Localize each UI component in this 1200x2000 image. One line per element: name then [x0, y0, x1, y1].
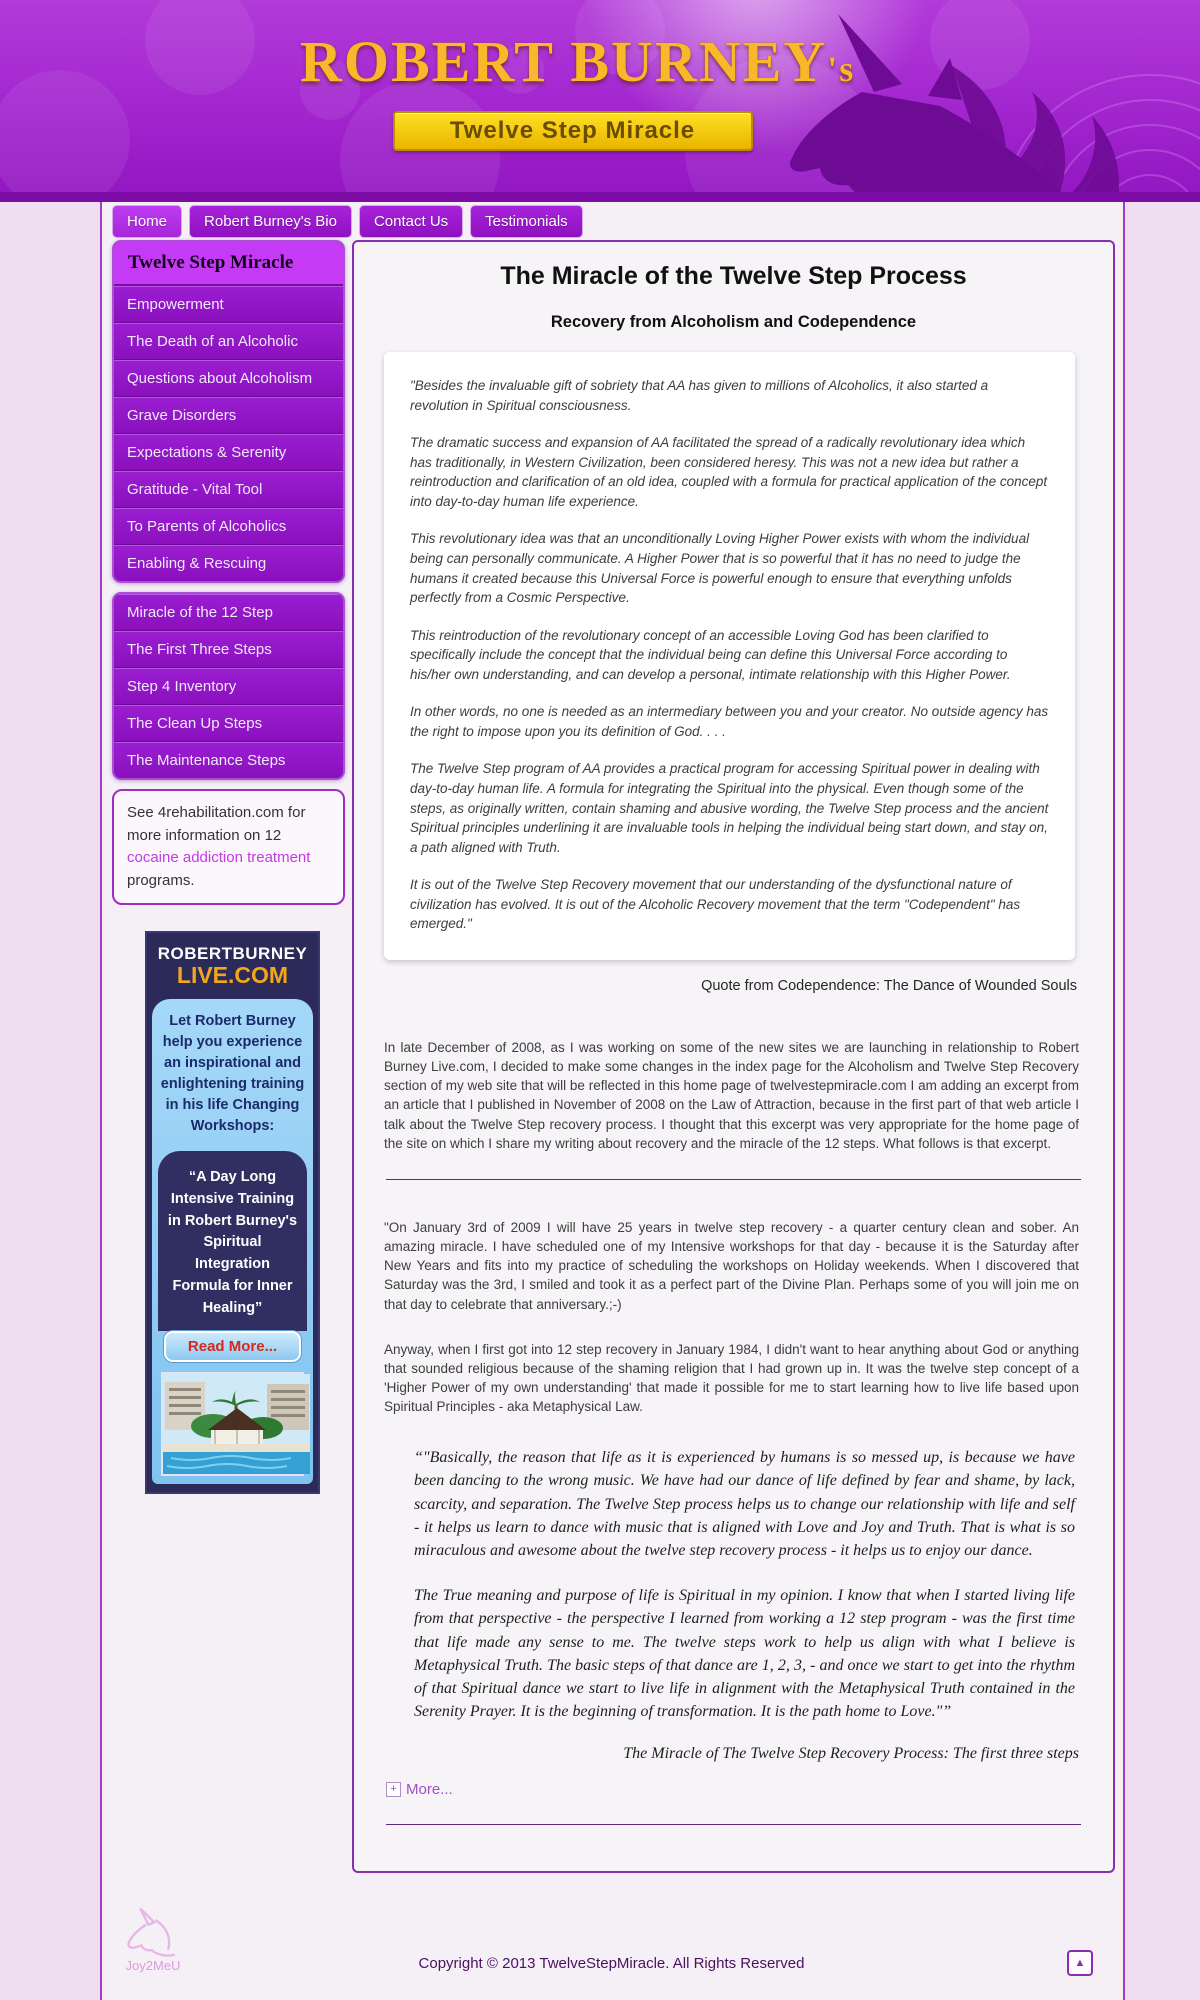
page-subtitle: Recovery from Alcoholism and Codependence — [550, 313, 917, 331]
quote-paragraph: It is out of the Twelve Step Recovery movement that our understanding of the dysfunctional nature of civilization has evolved. It is out of the Alcoholic Recovery movement that the term "Codependent" has emerged." — [410, 877, 1021, 932]
quote-attribution: Quote from Codependence: The Dance of Wounded Souls — [701, 977, 1077, 994]
nav-item-home[interactable]: Home — [112, 205, 182, 238]
sidebar-item-gratitude[interactable]: Gratitude - Vital Tool — [114, 471, 343, 508]
rehab-treatment-link[interactable]: cocaine addiction treatment — [127, 849, 311, 866]
quote-paragraph: This revolutionary idea was that an unconditionally Loving Higher Power exists with whom the individual being can personally communicate. A Higher Power that is so powerful that it has no need to judge the humans it created because this Universal Force is powerful enough to ensure that everything unfolds perfectly from a Cosmic Perspective. — [410, 531, 1030, 606]
ad-brand-line2: LIVE.COM — [176, 962, 289, 988]
dance-quote-paragraph: “"Basically, the reason that life as it is experienced by humans is so messed up, is because we have been dancing to the wrong music. We have had our dance of life defined by fear and shame, by lack, scarcity, and separation. The Twelve Step process helps us to change our relationship with life and self - it helps us learn to dance with music that is aligned with Love and Joy and Truth. That is what is so miraculous and awesome about the twelve step recovery process - it helps us to enjoy our dance. — [414, 1449, 1075, 1560]
header-title-block — [300, 28, 856, 151]
quote-paragraph: The Twelve Step program of AA provides a practical program for accessing Spiritual power in dealing with day-to-day human life. A formula for integrating the Spiritual into the physical. Even though some of the steps, as originally written, contain shaming and abusive wording, the Twelve Step process and the ancient Spiritual principles underlining it are invaluable tools in helping the individual being start down, and stay on, a path aligned with Truth. — [410, 761, 1049, 855]
site-title-suffix: 's — [827, 49, 856, 89]
sidebar-item-death-of-alcoholic[interactable]: The Death of an Alcoholic — [114, 323, 343, 360]
ad-panel — [152, 999, 313, 1484]
sidebar-item-empowerment[interactable]: Empowerment — [114, 286, 343, 323]
dance-quote — [414, 1446, 1075, 1723]
expand-plus-icon[interactable]: + — [386, 1782, 401, 1797]
sidebar-menu-secondary — [112, 592, 345, 780]
scroll-top-icon: ▲ — [1074, 1957, 1086, 1969]
sidebar-item-questions-alcoholism[interactable]: Questions about Alcoholism — [114, 360, 343, 397]
more-link[interactable]: More... — [406, 1781, 453, 1799]
paragraph-2009: "On January 3rd of 2009 I will have 25 years in twelve step recovery - a quarter century clean and sober. An amazing miracle. I have scheduled one of my Intensive workshops for that day - because it is the Saturday after New Years and fits into my practice of scheduling the workshops on Holiday weekends. When I discovered that Saturday was the 3rd, I smiled and took it as a perfect part of the Divine Plan. Perhaps some of you will join me on that day to celebrate that anniversary.;-) — [384, 1219, 1079, 1312]
divider — [386, 1179, 1081, 1180]
ad-brand-line1: ROBERTBURNEY — [157, 944, 308, 963]
sidebar-item-enabling-rescuing[interactable]: Enabling & Rescuing — [114, 545, 343, 581]
intro-paragraph: In late December of 2008, as I was working on some of the new sites we are launching in relationship to Robert Burney Live.com, I decided to make some changes in the index page for the Alcoholism and Twelve Step Recovery section of my web site that will be reflected in this home page of twelvestepmiracle.com I am adding an excerpt from an article that I published in November of 2008 on the Law of Attraction, because in the first part of that web article I talk about the Twelve Step recovery process. I thought that this excerpt was very appropriate for the home page of the site on which I share my writing about recovery and the miracle of the 12 steps. What follows is that excerpt. — [384, 1039, 1079, 1151]
header-bottom-strip — [0, 192, 1200, 202]
nav-item-testimonials[interactable]: Testimonials — [470, 205, 583, 238]
page-title: The Miracle of the Twelve Step Process — [500, 262, 967, 290]
codependence-quote-box — [384, 352, 1075, 960]
more-row — [386, 1781, 1083, 1798]
ad-read-more-button[interactable]: Read More... — [164, 1331, 301, 1362]
joy2meu-label: Joy2MeU — [125, 1958, 181, 1973]
sidebar-menu-primary — [112, 240, 345, 583]
ad-quote-text: “A Day Long Intensive Training in Robert Burney's Spiritual Integration Formula for Inner Healing” — [158, 1151, 307, 1331]
quote-paragraph: In other words, no one is needed as an intermediary between you and your creator. No outside agency has the right to impose upon you its definition of God. . . . — [410, 704, 1049, 739]
dance-quote-attribution: The Miracle of The Twelve Step Recovery Process: The first three steps — [623, 1745, 1079, 1763]
site-tagline-banner: Twelve Step Miracle — [393, 111, 753, 151]
nav-item-bio[interactable]: Robert Burney's Bio — [189, 205, 352, 238]
sidebar-item-step-4-inventory[interactable]: Step 4 Inventory — [114, 668, 343, 705]
ad-pitch-text: Let Robert Burney help you experience an inspirational and enlightening training in his life Changing Workshops: — [160, 1013, 305, 1135]
sidebar-title: Twelve Step Miracle — [114, 242, 343, 286]
resort-photo — [161, 1372, 304, 1476]
rehab-note-text: See 4rehabilitation.com for more information on 12 — [127, 804, 306, 844]
paragraph-anyway: Anyway, when I first got into 12 step recovery in January 1984, I didn't want to hear anything about God or anything that sounded religious because of the shaming religion that I had grown up in. It was the twelve step concept of a 'Higher Power of my own understanding' that made it possible for me to start learning how to live life based upon Spiritual Principles - aka Metaphysical Law. — [384, 1341, 1079, 1415]
robert-burney-live-ad — [145, 931, 320, 1494]
scroll-top-button[interactable] — [1067, 1950, 1093, 1976]
sidebar-item-first-three-steps[interactable]: The First Three Steps — [114, 631, 343, 668]
site-title: ROBERT BURNEY's — [300, 29, 856, 94]
nav-item-contact[interactable]: Contact Us — [359, 205, 463, 238]
sidebar — [112, 240, 345, 1494]
main-content — [352, 240, 1115, 1873]
sidebar-item-miracle-12-step[interactable]: Miracle of the 12 Step — [114, 594, 343, 631]
main-nav — [112, 205, 583, 238]
quote-paragraph: The dramatic success and expansion of AA facilitated the spread of a radically revolutionary idea which has traditionally, in Western Civilization, been considered heresy. This was not a new idea but rather a reintroduction and clarification of an old idea, coupled with a formula for practical application of the concept into day-to-day human life experience. — [410, 435, 1048, 509]
dance-quote-paragraph: The True meaning and purpose of life is Spiritual in my opinion. I know that when I started living life from that perspective - the perspective I learned from working a 12 step program - was the first time that life made any sense to me. The twelve steps work to help us align with what I believe is Metaphysical Truth. The basic steps of that dance are 1, 2, 3, - and once we start to get into the rhythm of that Spiritual dance we start to live life in alignment with the Metaphysical Truth contained in the Serenity Prayer. It is the beginning of transformation. It is the path home to Love."” — [414, 1587, 1075, 1721]
rehab-note-text-end: programs. — [127, 871, 195, 889]
sidebar-item-clean-up-steps[interactable]: The Clean Up Steps — [114, 705, 343, 742]
divider-bottom — [386, 1824, 1081, 1825]
joy2meu-unicorn-icon — [118, 1905, 188, 1957]
sidebar-item-expectations-serenity[interactable]: Expectations & Serenity — [114, 434, 343, 471]
footer-copyright: Copyright © 2013 TwelveStepMiracle. All Rights Reserved — [418, 1955, 805, 1972]
site-header — [0, 0, 1200, 192]
sidebar-item-parents-of-alcoholics[interactable]: To Parents of Alcoholics — [114, 508, 343, 545]
rehab-note — [112, 789, 345, 905]
sidebar-item-maintenance-steps[interactable]: The Maintenance Steps — [114, 742, 343, 778]
quote-paragraph: "Besides the invaluable gift of sobriety that AA has given to millions of Alcoholics, it also started a revolution in Spiritual consciousness. — [410, 378, 989, 413]
sidebar-item-grave-disorders[interactable]: Grave Disorders — [114, 397, 343, 434]
quote-paragraph: This reintroduction of the revolutionary concept of an accessible Loving God has been clarified to specifically include the concept that the individual being can define this Universal Force according to his/her own understanding, and can develop a personal, intimate relationship with this Higher Power. — [410, 627, 1011, 682]
